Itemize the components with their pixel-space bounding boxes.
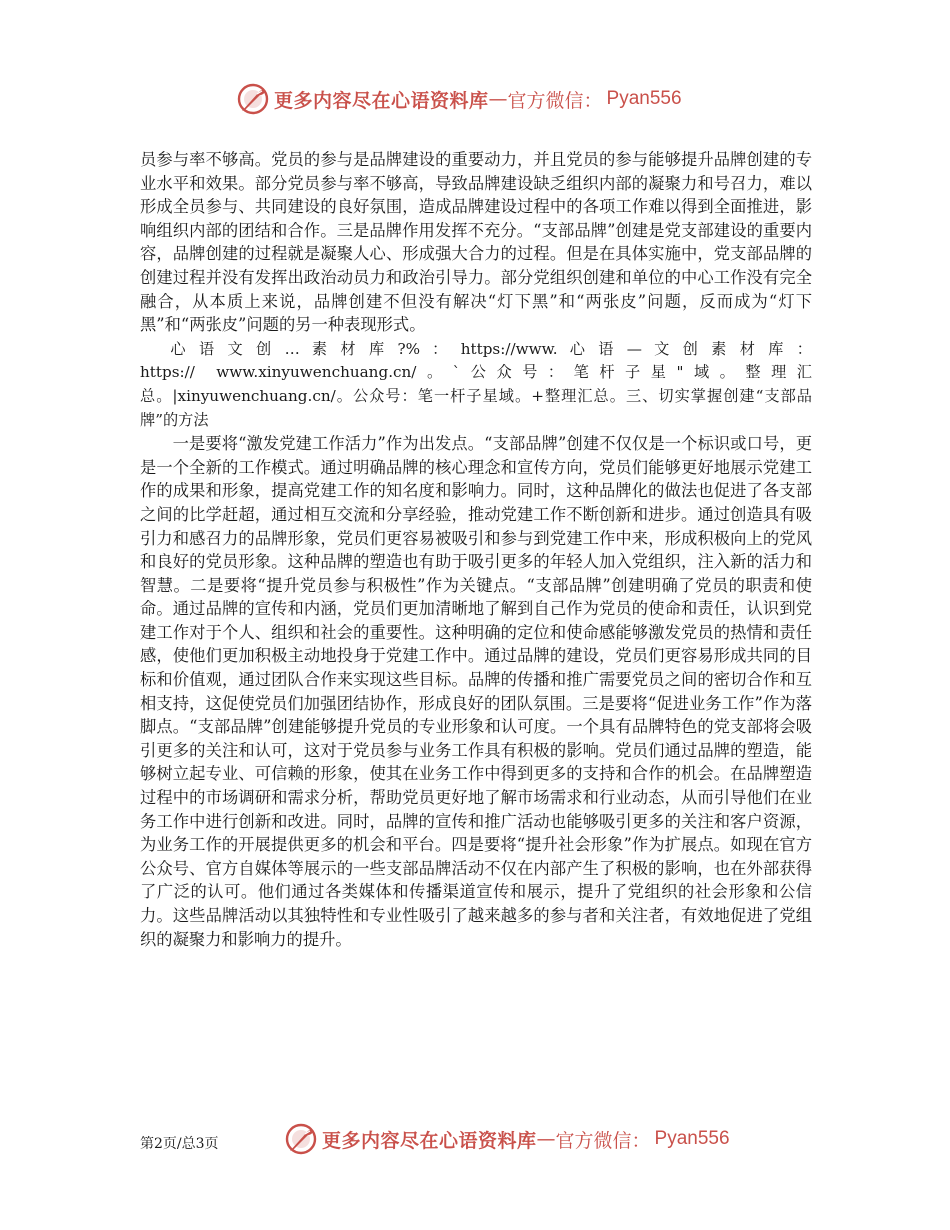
document-body <box>140 148 812 951</box>
banner-dash: — <box>488 88 508 110</box>
banner-title: 更多内容尽在心语资料库 <box>322 1129 537 1152</box>
paragraph-3: 一是要将“激发党建工作活力”作为出发点。“支部品牌”创建不仅仅是一个标识或口号，更是一个全新的工作模式。通过明确品牌的核心理念和宣传方向，党员们能够更好地展示党建工作的成果和形象，提高党建工作的知名度和影响力。同时，这种品牌化的做法也促进了各支部之间的比学赶超，通过相互交流和分享经验，推动党建工作不断创新和进步。通过创造具有吸引力和感召力的品牌形象，党员们更容易被吸引和参与到党建工作中来，形成积极向上的党风和良好的党员形象。这种品牌的塑造也有助于吸引更多的年轻人加入党组织，注入新的活力和智慧。二是要将“提升党员参与积极性”作为关键点。“支部品牌”创建明确了党员的职责和使命。通过品牌的宣传和内涵，党员们更加清晰地了解到自己作为党员的使命和责任，认识到党建工作对于个人、组织和社会的重要性。这种明确的定位和使命感能够激发党员的热情和责任感，使他们更加积极主动地投身于党建工作中。通过品牌的建设，党员们更容易形成共同的目标和价值观，通过团队合作来实现这些目标。品牌的传播和推广需要党员之间的密切合作和互相支持，这促使党员们加强团结协作，形成良好的团队氛围。三是要将“促进业务工作”作为落脚点。“支部品牌”创建能够提升党员的专业形象和认可度。一个具有品牌特色的党支部将会吸引更多的关注和认可，这对于党员参与业务工作具有积极的影响。党员们通过品牌的塑造，能够树立起专业、可信赖的形象，使其在业务工作中得到更多的支持和合作的机会。在品牌塑造过程中的市场调研和需求分析，帮助党员更好地了解市场需求和行业动态，从而引导他们在业务工作中进行创新和改进。同时，品牌的宣传和推广活动也能够吸引更多的关注和客户资源，为业务工作的开展提供更多的机会和平台。四是要将“提升社会形象”作为扩展点。如现在官方公众号、官方自媒体等展示的一些支部品牌活动不仅在内部产生了积极的影响，也在外部获得了广泛的认可。他们通过各类媒体和传播渠道宣传和展示，提升了党组织的社会形象和公信力。这些品牌活动以其独特性和专业性吸引了越来越多的参与者和关注者，有效地促进了党组织的凝聚力和影响力的提升。 <box>140 434 812 949</box>
header-banner <box>0 82 950 122</box>
paragraph-2-watermark-line: 心 语 文 创 … 素 材 库 ?% ： https://www. 心 语 — 文 创 素 材 库 ： https:// www.xinyuwenchuang.cn/。`公众号：笔杆子星"域。整理汇总。|xinyuwenchuang.cn/。公众号：笔一杆子星域。+整理汇总。三、切实掌握创建“支部品牌”的方法 <box>140 339 812 429</box>
banner-dash: — <box>536 1128 556 1150</box>
banner-wechat-id: Pyan556 <box>654 1128 730 1149</box>
page-number: 第2页/总3页 <box>140 1136 219 1152</box>
banner-title: 更多内容尽在心语资料库 <box>274 89 489 112</box>
paragraph-1: 员参与率不够高。党员的参与是品牌建设的重要动力，并且党员的参与能够提升品牌创建的专业水平和效果。部分党员参与率不够高，导致品牌建设缺乏组织内部的凝聚力和号召力，难以形成全员参与、共同建设的良好氛围，造成品牌建设过程中的各项工作难以得到全面推进，影响组织内部的团结和合作。三是品牌作用发挥不充分。“支部品牌”创建是党支部建设的重要内容，品牌创建的过程就是凝聚人心、形成强大合力的过程。但是在具体实施中，党支部品牌的创建过程并没有发挥出政治动员力和政治引导力。部分党组织创建和单位的中心工作没有完全融合，从本质上来说，品牌创建不但没有解决“灯下黑”和“两张皮”问题，反而成为“灯下黑”和“两张皮”问题的另一种表现形式。 <box>140 150 812 335</box>
footer-banner-content <box>284 1122 730 1156</box>
banner-wechat-label: 官方微信： <box>555 1129 651 1152</box>
quill-seal-icon <box>284 1122 318 1156</box>
quill-seal-icon <box>236 82 270 116</box>
banner-wechat-label: 官方微信： <box>507 89 603 112</box>
header-banner-content <box>236 82 682 116</box>
banner-wechat-id: Pyan556 <box>606 88 682 109</box>
